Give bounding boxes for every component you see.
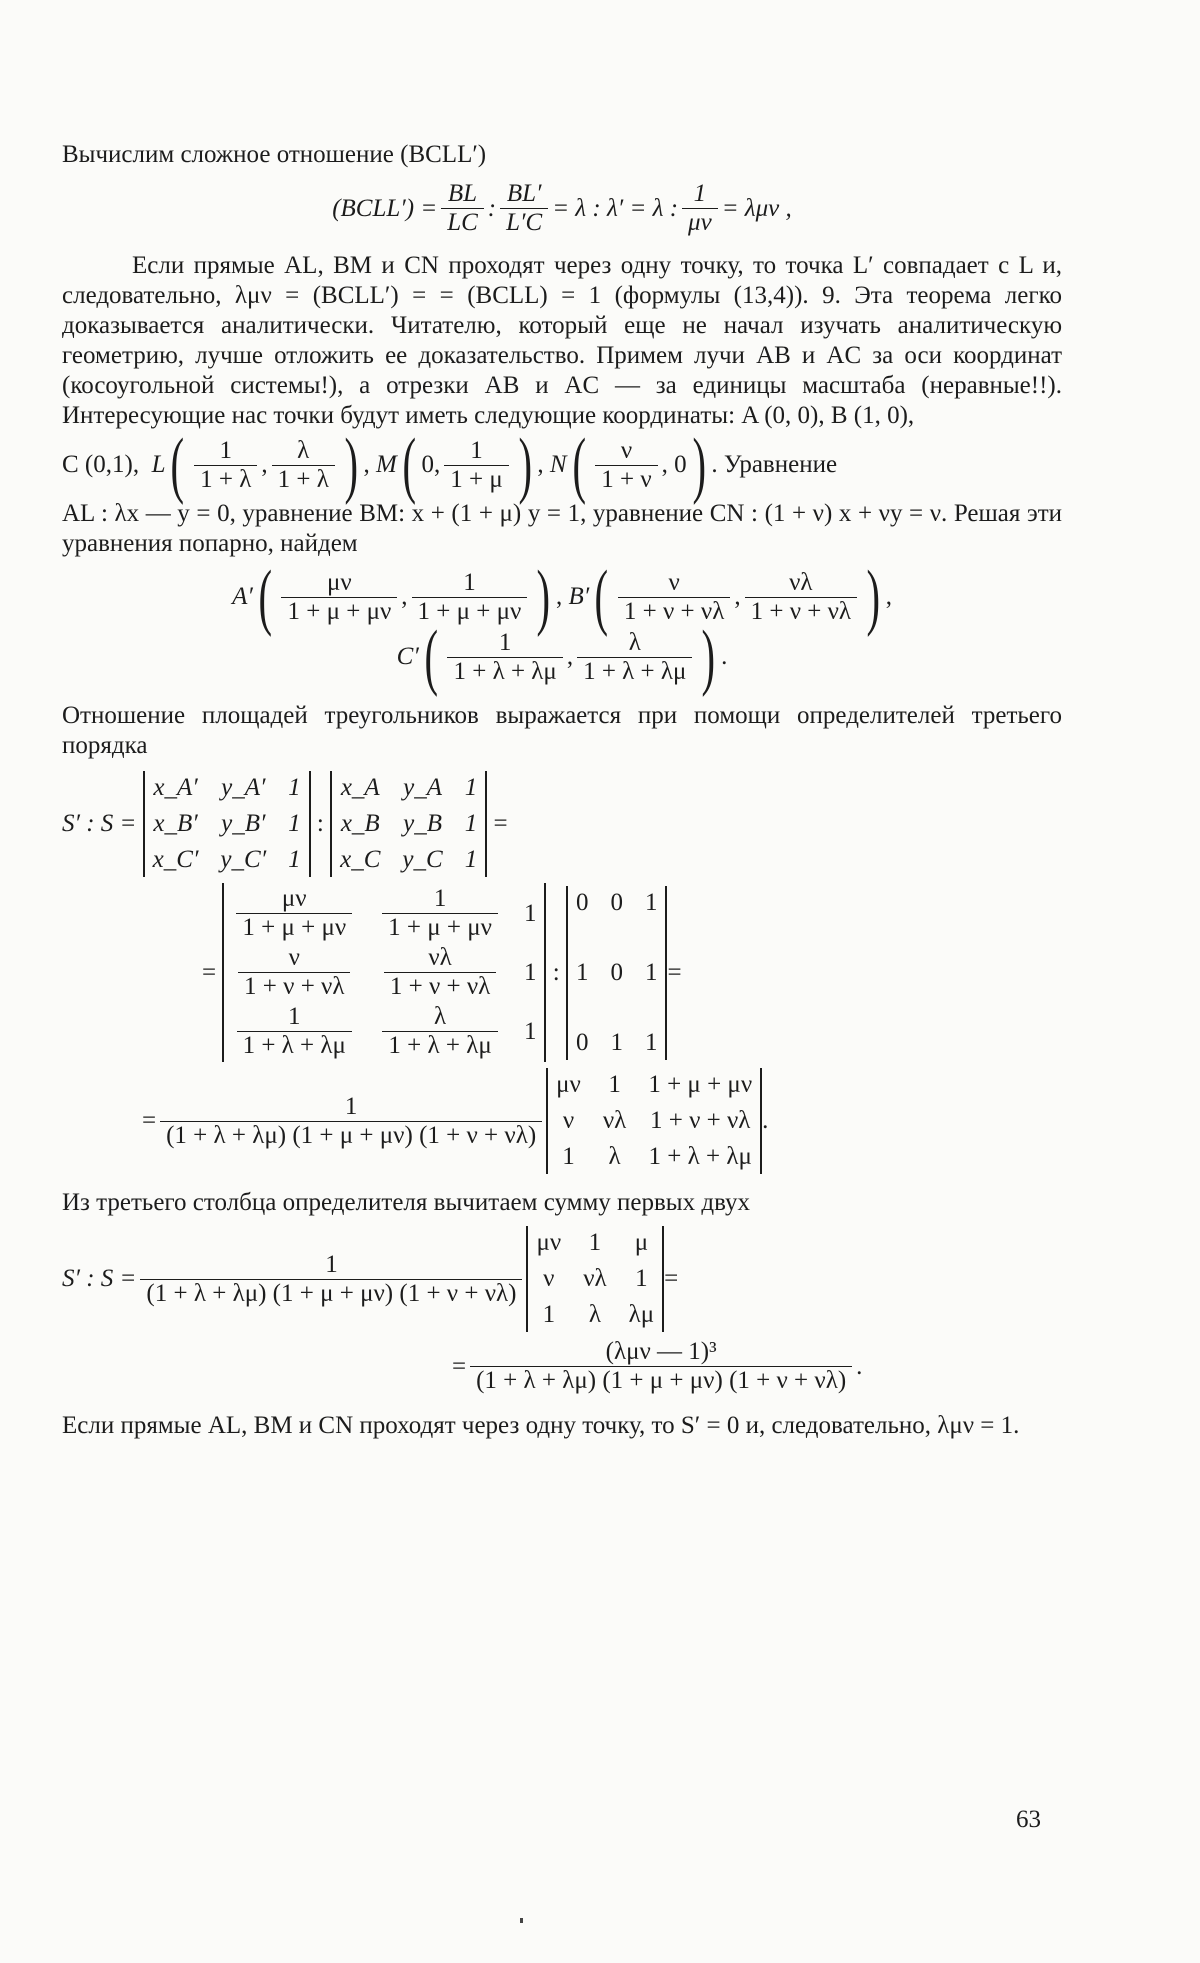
paragraph-subtract: Из третьего столбца определителя вычитаем сумму первых двух	[62, 1189, 751, 1216]
paren: )	[866, 556, 881, 638]
cell: y_A′	[221, 774, 266, 801]
equals: =	[667, 958, 682, 986]
paragraph-equations: AL : λx — y = 0, уравнение BM: x + (1 + μ) y = 1, уравнение CN : (1 + ν) x + νy = ν. Решая эти уравнения попарно, найдем	[62, 500, 1062, 557]
cell: 0	[610, 958, 623, 986]
colon: :	[487, 194, 497, 222]
fraction	[470, 1338, 852, 1395]
point-l: L	[151, 451, 166, 478]
cell: 1 + ν + νλ	[650, 1107, 751, 1134]
equals: =	[202, 958, 217, 986]
cell: νλ	[602, 1107, 627, 1134]
determinant-lambda	[546, 1068, 762, 1174]
paren: )	[536, 556, 551, 638]
numerator: BL′	[506, 180, 542, 207]
fraction	[382, 885, 498, 942]
fraction	[382, 1003, 498, 1060]
cell: 1	[608, 1071, 621, 1098]
fraction	[382, 944, 498, 1001]
equals: =	[452, 1352, 467, 1380]
coord-zero: , 0	[661, 451, 687, 478]
determinant-numeric	[202, 883, 1062, 1062]
fraction	[595, 437, 657, 494]
denominator: 1 + μ + μν	[236, 913, 352, 942]
numerator: λ	[434, 1003, 447, 1030]
determinant-reduced-matrix	[526, 1226, 664, 1332]
cell: 1	[464, 810, 478, 837]
eq1-lhs: (BCLL′) =	[332, 194, 438, 222]
cell: 1	[635, 1265, 648, 1292]
denominator: 1 + ν + νλ	[238, 972, 350, 1001]
cell: 1	[523, 958, 537, 986]
denominator: 1 + ν + νλ	[618, 597, 730, 626]
cell: 1	[542, 1301, 556, 1328]
denominator: 1 + λ + λμ	[447, 657, 562, 686]
fraction	[281, 569, 397, 626]
cell: x_A′	[153, 774, 198, 801]
eq1-mid: = λ : λ′ = λ :	[552, 194, 679, 222]
page-number: 63	[1016, 1806, 1041, 1833]
cell: μν	[536, 1229, 562, 1256]
area-ratio-lhs: S′ : S =	[62, 1265, 137, 1292]
equals: =	[664, 1265, 679, 1292]
cell: 0	[610, 888, 623, 916]
denominator: 1 + μ + μν	[281, 597, 397, 626]
point-c: C (0,1),	[62, 451, 140, 478]
paren: (	[258, 556, 272, 638]
fraction	[236, 1003, 352, 1060]
points-ab: A′ ( $\frac{\mu\nu}{1 + \mu + \mu\nu}$ , $\frac{1}{1 + \mu + \mu\nu}$ ) , B′ ( $\frac{\nu}{1 + \nu + \nu\lambda}$ , $\frac{\nu\lambda}{1 + \nu + \nu\lambda}$ ) ,	[232, 556, 892, 638]
paren: )	[518, 424, 532, 506]
cell: 1	[464, 774, 478, 801]
denominator: LC	[441, 208, 484, 237]
colon: :	[316, 810, 324, 837]
cell: 1	[588, 1229, 602, 1256]
denominator: 1 + ν + νλ	[384, 972, 496, 1001]
result-fraction: = $\frac{\text{(λμν — 1)³}}{(1 + \lambda + \lambda\mu) (1 + \mu + \mu\nu) (1 + \nu + \nu\lambda)}$ .	[452, 1338, 863, 1394]
paragraph-conclusion: Если прямые AL, BM и CN проходят через одну точку, то S′ = 0 и, следовательно, λμν = 1.	[62, 1412, 1020, 1439]
numerator: 1	[693, 180, 707, 207]
fraction	[444, 437, 509, 494]
numerator: (λμν — 1)³	[605, 1338, 717, 1365]
denominator: 1 + λ	[272, 465, 335, 494]
cell: 1	[575, 958, 589, 986]
cell: μ	[634, 1229, 649, 1256]
determinant-identity	[566, 886, 668, 1060]
equals: =	[142, 1107, 157, 1134]
determinant-fractions	[222, 883, 546, 1062]
denominator: (1 + λ + λμ) (1 + μ + μν) (1 + ν + νλ)	[470, 1366, 852, 1395]
numerator: ν	[620, 436, 633, 464]
determinant-ratio	[62, 771, 1062, 877]
cell: λ	[608, 1143, 621, 1170]
cell: 1	[288, 774, 301, 801]
denominator: 1 + λ	[194, 465, 257, 494]
cell: x_B	[340, 810, 380, 837]
numerator: ν	[668, 568, 680, 596]
fraction	[500, 180, 548, 237]
point-b-prime: B′	[568, 583, 590, 610]
print-speck	[520, 1918, 523, 1923]
numerator: μν	[281, 885, 307, 912]
cell: 1	[644, 1028, 658, 1056]
eq1-rhs: = λμν ,	[721, 194, 792, 222]
paren: (	[594, 556, 609, 638]
denominator: 1 + ν	[595, 465, 657, 494]
cell: 1	[644, 888, 658, 916]
cell: 1	[288, 810, 301, 837]
fraction	[140, 1251, 522, 1308]
point-n: N	[549, 451, 567, 478]
colon: :	[552, 958, 560, 986]
denominator: 1 + μ	[444, 465, 509, 494]
coords-tail: . Уравнение	[711, 451, 838, 478]
numerator: BL	[447, 180, 478, 207]
denominator: 1 + μ + μν	[412, 597, 528, 626]
cell: y_B′	[221, 810, 266, 837]
denominator: (1 + λ + λμ) (1 + μ + μν) (1 + ν + νλ)	[160, 1121, 542, 1150]
numerator: νλ	[428, 944, 452, 971]
cell: 0	[575, 1028, 589, 1056]
numerator: λ	[628, 628, 641, 656]
numerator: 1	[470, 436, 483, 464]
cell: 1	[644, 958, 658, 986]
denominator: 1 + λ + λμ	[237, 1031, 352, 1060]
cell: λμ	[628, 1301, 655, 1328]
fraction	[441, 180, 484, 237]
numerator: 1	[344, 1092, 358, 1120]
numerator: λ	[297, 436, 310, 464]
denominator: L′C	[500, 208, 548, 237]
determinant-primed	[143, 771, 311, 877]
paren: (	[402, 424, 416, 506]
determinant-reduced	[62, 1226, 1062, 1332]
paragraph-areas: Отношение площадей треугольников выражается при помощи определителей третьего порядка	[62, 702, 1062, 759]
coordinates-line: C (0,1), L ( $\frac{1}{1 + \lambda}$ , $\frac{\lambda}{1 + \lambda}$ ) , M ( 0, $\frac{1}{1 + \mu}$ ) , N ( $\frac{\nu}{1 + \nu}$ , 0 ) . Уравнение	[62, 424, 838, 506]
coord-zero: 0,	[421, 451, 441, 478]
cell: 1 + λ + λμ	[648, 1143, 752, 1170]
denominator: (1 + λ + λμ) (1 + μ + μν) (1 + ν + νλ)	[140, 1279, 522, 1308]
fraction	[682, 180, 718, 237]
cell: y_C′	[220, 846, 267, 873]
cell: ν	[562, 1107, 575, 1134]
paren: )	[701, 616, 716, 698]
equation-cross-ratio	[62, 180, 1062, 237]
numerator: 1	[325, 1250, 338, 1278]
denominator: 1 + ν + νλ	[745, 597, 857, 626]
fraction	[745, 569, 857, 626]
numerator: 1	[498, 628, 512, 656]
page-body	[62, 140, 1062, 1441]
cell: x_B′	[153, 810, 198, 837]
determinant-original	[330, 771, 487, 877]
cell: 1	[562, 1143, 575, 1170]
point-a-prime: A′	[232, 583, 253, 610]
cell: y_C	[402, 846, 443, 873]
numerator: 1	[219, 436, 232, 464]
equals: =	[493, 810, 508, 837]
fraction	[236, 885, 352, 942]
numerator: ν	[288, 944, 300, 971]
cell: 1	[523, 899, 537, 927]
cell: 1	[464, 846, 478, 873]
paren: (	[572, 424, 586, 506]
cell: 1 + μ + μν	[648, 1071, 753, 1098]
paren: )	[344, 424, 358, 506]
cell: y_B	[403, 810, 442, 837]
paren: (	[171, 424, 185, 506]
denominator: 1 + μ + μν	[382, 913, 498, 942]
cell: μν	[556, 1071, 581, 1098]
denominator: 1 + λ + λμ	[382, 1031, 497, 1060]
cell: y_A	[403, 774, 442, 801]
cell: 1	[610, 1028, 623, 1056]
determinant-final: = $\frac{1}{(1 + \lambda + \lambda\mu) (1 + \mu + \mu\nu) (1 + \nu + \nu\lambda)}$ μν 1 1 + μ + μν ν νλ 1 + ν + νλ 1 λ 1 + λ + λμ .	[142, 1068, 1062, 1174]
fraction	[160, 1093, 542, 1150]
fraction	[236, 944, 352, 1001]
point-m: M	[376, 451, 397, 478]
cell: 0	[575, 888, 589, 916]
cell: ν	[543, 1265, 555, 1292]
cell: x_C′	[152, 846, 199, 873]
cell: x_C	[340, 846, 381, 873]
denominator: 1 + λ + λμ	[577, 657, 692, 686]
numerator: 1	[433, 885, 447, 912]
numerator: 1	[288, 1003, 301, 1030]
cell: λ	[588, 1301, 601, 1328]
numerator: μν	[327, 568, 352, 596]
cell: νλ	[583, 1265, 607, 1292]
cell: x_A	[340, 774, 380, 801]
intro-line: Вычислим сложное отношение (BCLL′)	[62, 141, 487, 168]
denominator: μν	[682, 208, 718, 237]
fraction	[272, 437, 335, 494]
point-c-prime: C′	[396, 643, 419, 670]
point-c-line: C′ ( $\frac{1}{1 + \lambda + \lambda\mu}$ , $\frac{\lambda}{1 + \lambda + \lambda\mu}$ ) .	[396, 616, 728, 698]
numerator: 1	[463, 568, 476, 596]
fraction	[194, 437, 257, 494]
paren: (	[424, 616, 438, 698]
cell: 1	[523, 1017, 537, 1045]
paren: )	[692, 424, 706, 506]
area-ratio-lhs: S′ : S =	[62, 810, 137, 837]
numerator: νλ	[789, 568, 813, 596]
paragraph-theorem: Если прямые AL, BM и CN проходят через одну точку, то точка L′ совпадает с L и, следовательно, λμν = (BCLL′) = = (BCLL) = 1 (формулы (13,4)). 9. Эта теорема легко доказывается аналитически. Читателю, который еще не начал изучать аналитическую геометрию, лучше отложить ее доказательство. Примем лучи AB и AC за оси координат (косоугольной системы!), а отрезки AB и AC — за единицы масштаба (неравные!!). Интересующие нас точки будут иметь следующие координаты: A (0, 0), B (1, 0),	[62, 252, 1062, 429]
cell: 1	[288, 846, 301, 873]
